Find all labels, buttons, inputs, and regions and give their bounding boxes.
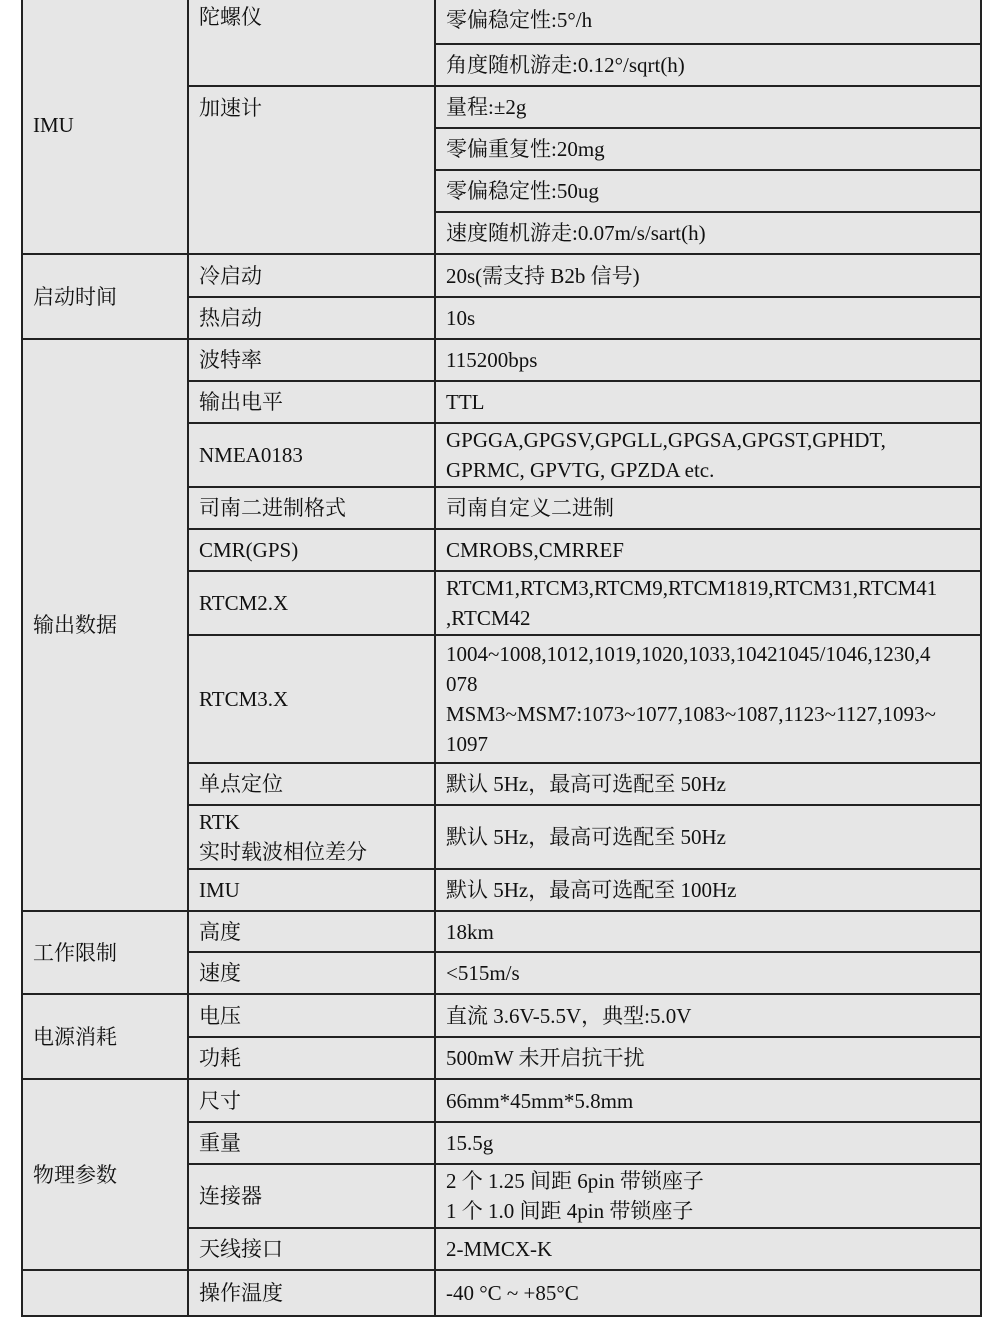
param-value: [435, 1270, 981, 1316]
value-line: 15.5g: [446, 1131, 494, 1155]
param-label: [188, 297, 435, 339]
param-text: RTCM3.X: [199, 687, 289, 711]
spec-row: [22, 994, 981, 1037]
param-label: [188, 635, 435, 763]
param-value: [435, 339, 981, 381]
value-line: 2-MMCX-K: [446, 1237, 553, 1261]
param-text: 热启动: [199, 306, 262, 330]
param-label: [188, 381, 435, 423]
spec-row: [22, 1079, 981, 1122]
value-line: 18km: [446, 919, 494, 944]
value-line: 10s: [446, 306, 476, 330]
value-line: 速度随机游走:0.07m/s/sart(h): [446, 221, 706, 245]
value-line: 角度随机游走:0.12°/sqrt(h): [446, 53, 685, 77]
param-label: [188, 529, 435, 571]
param-text: RTCM2.X: [199, 591, 289, 615]
param-text: 实时载波相位差分: [199, 840, 367, 864]
value-line: 零偏重复性:20mg: [446, 137, 605, 161]
value-line: ,RTCM42: [446, 606, 531, 630]
value-line: <515m/s: [446, 961, 520, 985]
param-value: [435, 44, 981, 86]
param-value: [435, 86, 981, 128]
value-line: 1097: [446, 732, 488, 756]
param-label: [188, 487, 435, 529]
param-label: [188, 86, 435, 254]
param-text: RTK: [199, 810, 240, 834]
group-label: 输出数据: [22, 339, 188, 911]
param-value: [435, 1079, 981, 1122]
param-value: [435, 128, 981, 170]
group-label: 启动时间: [22, 254, 188, 339]
param-text: 连接器: [199, 1184, 262, 1208]
param-text: 尺寸: [199, 1088, 241, 1113]
param-value: [435, 869, 981, 911]
spec-row: [22, 911, 981, 952]
value-line: 默认 5Hz，最高可选配至 100Hz: [446, 878, 737, 902]
param-text: 速度: [199, 961, 241, 985]
value-line: 115200bps: [446, 348, 538, 372]
value-line: 默认 5Hz，最高可选配至 50Hz: [446, 772, 726, 796]
param-text: 天线接口: [199, 1237, 283, 1261]
group-label: IMU: [22, 0, 188, 254]
param-value: [435, 487, 981, 529]
param-value: [435, 529, 981, 571]
param-text: 陀螺仪: [199, 5, 262, 29]
param-value: [435, 952, 981, 994]
param-text: 单点定位: [199, 772, 283, 796]
value-line: -40 °C ~ +85°C: [446, 1281, 579, 1305]
value-line: 078: [446, 672, 478, 696]
param-text: 冷启动: [199, 263, 262, 288]
group-label: 工作限制: [22, 911, 188, 994]
param-value: [435, 911, 981, 952]
param-label: [188, 571, 435, 635]
param-value: [435, 254, 981, 297]
value-line: 1004~1008,1012,1019,1020,1033,10421045/1046,1230,4: [446, 642, 931, 666]
param-value: [435, 423, 981, 487]
param-value: [435, 297, 981, 339]
param-text: CMR(GPS): [199, 538, 299, 562]
param-label: [188, 911, 435, 952]
param-value: [435, 1122, 981, 1164]
param-value: [435, 805, 981, 869]
param-text: 重量: [199, 1131, 241, 1155]
param-label: [188, 254, 435, 297]
value-line: CMROBS,CMRREF: [446, 538, 624, 562]
group-label: [22, 1270, 188, 1316]
spec-table: [21, 0, 982, 1317]
value-line: RTCM1,RTCM3,RTCM9,RTCM1819,RTCM31,RTCM41: [446, 576, 938, 600]
value-line: 默认 5Hz，最高可选配至 50Hz: [446, 825, 726, 849]
spec-row: [22, 1270, 981, 1316]
param-value: [435, 1228, 981, 1270]
param-label: [188, 339, 435, 381]
value-line: GPGGA,GPGSV,GPGLL,GPGSA,GPGST,GPHDT,: [446, 428, 886, 452]
group-label: 物理参数: [22, 1079, 188, 1270]
param-value: [435, 0, 981, 44]
value-line: 20s(需支持 B2b 信号): [446, 263, 640, 288]
param-label: [188, 1228, 435, 1270]
param-label: [188, 1164, 435, 1228]
spec-row: [22, 0, 981, 44]
param-text: 功耗: [199, 1046, 241, 1070]
value-line: 量程:±2g: [446, 95, 527, 119]
value-line: 司南自定义二进制: [446, 496, 614, 520]
param-text: 司南二进制格式: [199, 496, 346, 520]
spec-row: [22, 339, 981, 381]
value-line: 1 个 1.0 间距 4pin 带锁座子: [446, 1199, 694, 1223]
value-line: MSM3~MSM7:1073~1077,1083~1087,1123~1127,1093~: [446, 702, 936, 726]
param-value: [435, 763, 981, 805]
param-label: [188, 869, 435, 911]
param-text: 电压: [199, 1003, 241, 1028]
param-text: IMU: [199, 878, 240, 902]
param-text: 加速计: [199, 96, 262, 120]
value-line: 2 个 1.25 间距 6pin 带锁座子: [446, 1169, 704, 1193]
param-label: [188, 1037, 435, 1079]
param-value: [435, 635, 981, 763]
param-label: [188, 805, 435, 869]
param-value: [435, 571, 981, 635]
param-text: 输出电平: [199, 390, 283, 414]
param-value: [435, 381, 981, 423]
value-line: 零偏稳定性:50ug: [446, 179, 599, 203]
param-value: [435, 1037, 981, 1079]
value-line: 零偏稳定性:5°/h: [446, 7, 593, 32]
param-label: [188, 0, 435, 86]
spec-table-body: [22, 0, 981, 1316]
param-value: [435, 994, 981, 1037]
value-line: 66mm*45mm*5.8mm: [446, 1088, 634, 1113]
param-text: 高度: [199, 919, 241, 944]
param-label: [188, 994, 435, 1037]
param-value: [435, 1164, 981, 1228]
param-text: NMEA0183: [199, 443, 303, 467]
param-label: [188, 1122, 435, 1164]
param-value: [435, 170, 981, 212]
value-line: TTL: [446, 390, 485, 414]
param-label: [188, 952, 435, 994]
param-text: 波特率: [199, 348, 262, 372]
spec-row: [22, 254, 981, 297]
param-label: [188, 423, 435, 487]
value-line: GPRMC, GPVTG, GPZDA etc.: [446, 458, 715, 482]
value-line: 500mW 未开启抗干扰: [446, 1046, 645, 1070]
param-label: [188, 1079, 435, 1122]
param-text: 操作温度: [199, 1281, 283, 1305]
param-value: [435, 212, 981, 254]
group-label: 电源消耗: [22, 994, 188, 1079]
param-label: [188, 1270, 435, 1316]
param-label: [188, 763, 435, 805]
value-line: 直流 3.6V-5.5V，典型:5.0V: [446, 1003, 692, 1028]
